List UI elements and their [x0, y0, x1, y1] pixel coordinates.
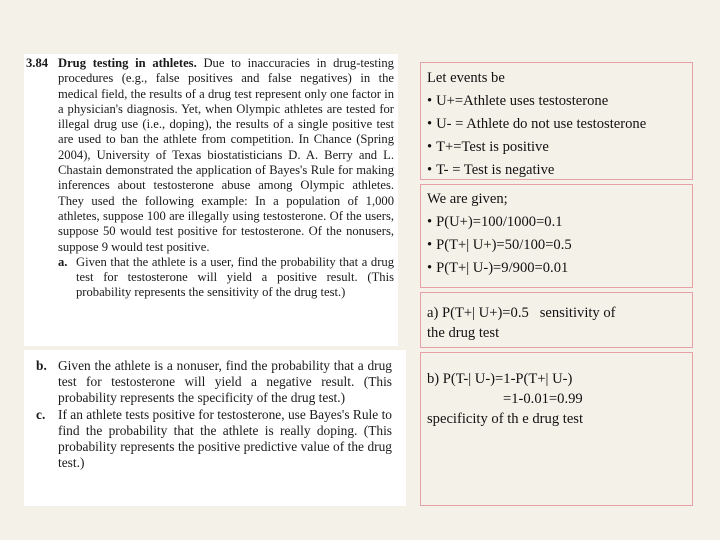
event-text: U+=Athlete uses testosterone [436, 93, 609, 109]
part-c [36, 407, 392, 472]
given-item [427, 257, 692, 280]
events-box [420, 62, 693, 180]
answer-b-line2: =1-0.01=0.99 [503, 391, 583, 407]
answer-b-box [420, 352, 693, 506]
given-text: P(U+)=100/1000=0.1 [436, 214, 563, 230]
event-item [427, 113, 692, 136]
problem-text [26, 56, 394, 301]
part-c-text: If an athlete tests positive for testosterone, use Bayes's Rule to find the probability that the athlete is really doping. (This probability represents the positive predictive value of the drug test.) [58, 406, 392, 471]
part-b-label: b. [36, 358, 47, 373]
part-c-label: c. [36, 406, 46, 422]
given-item [427, 234, 692, 257]
answer-b-line3: specificity of th e drug test [427, 411, 584, 427]
given-intro: We are given; [427, 191, 508, 207]
part-b-text: Given the athlete is a nonuser, find the probability that a drug test for testosterone will yield a negative result. (This probability represents the specificity of the drug test.) [58, 358, 392, 406]
event-text: T+=Test is positive [436, 139, 549, 155]
problem-title: Drug testing in athletes. [58, 56, 197, 70]
bullet-icon: • [427, 260, 433, 276]
events-intro: Let events be [427, 70, 505, 86]
part-a-label: a. [58, 254, 68, 269]
bullet-icon: • [427, 139, 433, 155]
bullet-icon: • [427, 116, 433, 132]
problem-body: Due to inaccuracies in drug-testing procedures (e.g., false positives and false negatives) in the medical field, the results of a drug test represent only one factor in a physician's diagnosis. Yet, when Olympic athletes are tested for illegal drug use (i.e., doping), the results of a single positive test are used to ban the athlete from competition. In Chance (Spring 2004), University of Texas biostatisticians D. A. Berry and L. Chastain demonstrated the application of Bayes's Rule for making inferences about testosterone abuse among Olympic athletes. They used the following example: In a population of 1,000 athletes, suppose 100 are illegally using testosterone. Of the users, suppose 50 would test positive for testosterone. Of the nonusers, suppose 9 would test positive. [58, 56, 394, 254]
given-text: P(T+| U+)=50/100=0.5 [436, 237, 572, 253]
given-text: P(T+| U-)=9/900=0.01 [436, 260, 569, 276]
problem-parts-bc [26, 358, 392, 471]
bullet-icon: • [427, 237, 433, 253]
answer-a-line1: a) P(T+| U+)=0.5 sensitivity of [427, 305, 616, 321]
part-b [36, 358, 392, 407]
part-a-text: Given that the athlete is a user, find the probability that a drug test for testosterone will yield a positive result. (This probability represents the sensitivity of the drug test.) [76, 254, 394, 300]
given-box [420, 184, 693, 288]
problem-number: 3.84 [26, 56, 49, 70]
answer-a-line2: the drug test [427, 325, 500, 341]
textbook-scan-top [24, 54, 398, 346]
textbook-scan-bottom [24, 350, 406, 506]
bullet-icon: • [427, 214, 433, 230]
event-item [427, 159, 692, 182]
event-text: T- = Test is negative [436, 162, 555, 178]
part-a [58, 255, 394, 301]
given-item [427, 211, 692, 234]
bullet-icon: • [427, 162, 433, 178]
answer-a-box [420, 292, 693, 348]
answer-b-line1: b) P(T-| U-)=1-P(T+| U-) [427, 371, 573, 387]
event-text: U- = Athlete do not use testosterone [436, 116, 647, 132]
bullet-icon: • [427, 93, 433, 109]
event-item [427, 90, 692, 113]
event-item [427, 136, 692, 159]
